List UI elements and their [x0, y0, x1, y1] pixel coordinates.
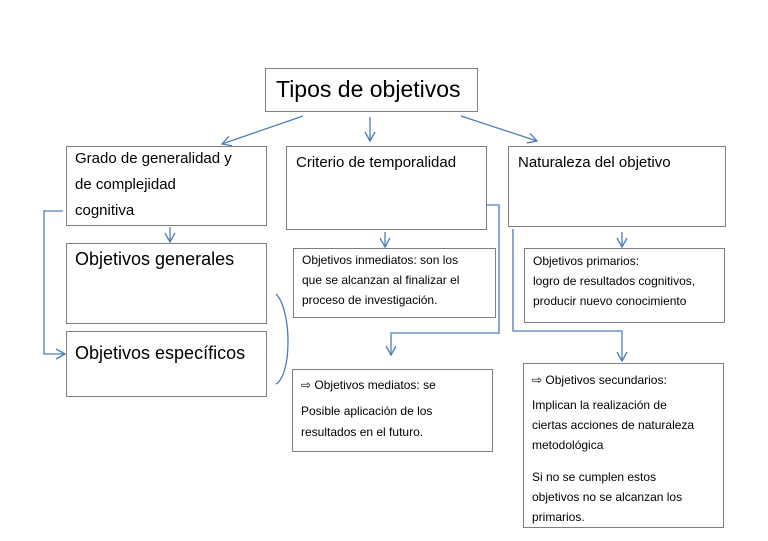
- secundarios-note-line-1: Si no se cumplen estos: [532, 470, 657, 484]
- secundarios-title: ⇨ Objetivos secundarios:: [532, 373, 667, 387]
- inmediatos-line-1: Objetivos inmediatos: son los: [302, 253, 459, 267]
- secundarios-line-3: metodológica: [532, 438, 604, 452]
- arrow-title-to-generalidad: [222, 116, 303, 144]
- category-generalidad-line-3: cognitiva: [75, 202, 135, 219]
- primarios-line-3: producir nuevo conocimiento: [533, 294, 687, 308]
- category-temporalidad-box: [286, 146, 487, 230]
- inmediatos-line-3: proceso de investigación.: [302, 293, 438, 307]
- category-temporalidad-label: Criterio de temporalidad: [296, 154, 457, 171]
- secundarios-note-line-3: primarios.: [532, 510, 585, 524]
- arrow-bracket-to-especificos: [44, 211, 65, 354]
- primarios-line-1: Objetivos primarios:: [533, 254, 640, 268]
- category-naturaleza-box: [508, 146, 726, 227]
- mediatos-line-1: Posible aplicación de los: [301, 404, 433, 418]
- category-generalidad-line-1: Grado de generalidad y: [75, 150, 232, 167]
- bracket-generales-especificos: [276, 294, 288, 384]
- arrow-title-to-naturaleza: [461, 116, 537, 141]
- category-generalidad-line-2: de complejidad: [75, 176, 176, 193]
- primarios-line-2: logro de resultados cognitivos,: [533, 274, 696, 288]
- objetivos-inmediatos-box: [293, 248, 496, 318]
- category-naturaleza-label: Naturaleza del objetivo: [518, 154, 671, 171]
- objetivos-especificos-box: [66, 331, 267, 397]
- objetivos-generales-box: [66, 243, 267, 324]
- category-generalidad-box: [66, 146, 267, 226]
- secundarios-note-line-2: objetivos no se alcanzan los: [532, 490, 683, 504]
- diagram-title: Tipos de objetivos: [276, 76, 461, 102]
- objetivos-generales-label: Objetivos generales: [75, 249, 235, 269]
- objetivos-primarios-box: [524, 248, 725, 323]
- title-box: [265, 68, 478, 112]
- objetivos-secundarios-box: [523, 363, 724, 528]
- inmediatos-line-2: que se alcanzan al finalizar el: [302, 273, 460, 287]
- objetivos-especificos-label: Objetivos específicos: [75, 343, 246, 363]
- secundarios-line-2: ciertas acciones de naturaleza: [532, 418, 695, 432]
- mediatos-line-2: resultados en el futuro.: [301, 425, 424, 439]
- secundarios-line-1: Implican la realización de: [532, 398, 667, 412]
- mediatos-title: ⇨ Objetivos mediatos: se: [301, 378, 436, 392]
- objetivos-mediatos-box: [292, 369, 493, 452]
